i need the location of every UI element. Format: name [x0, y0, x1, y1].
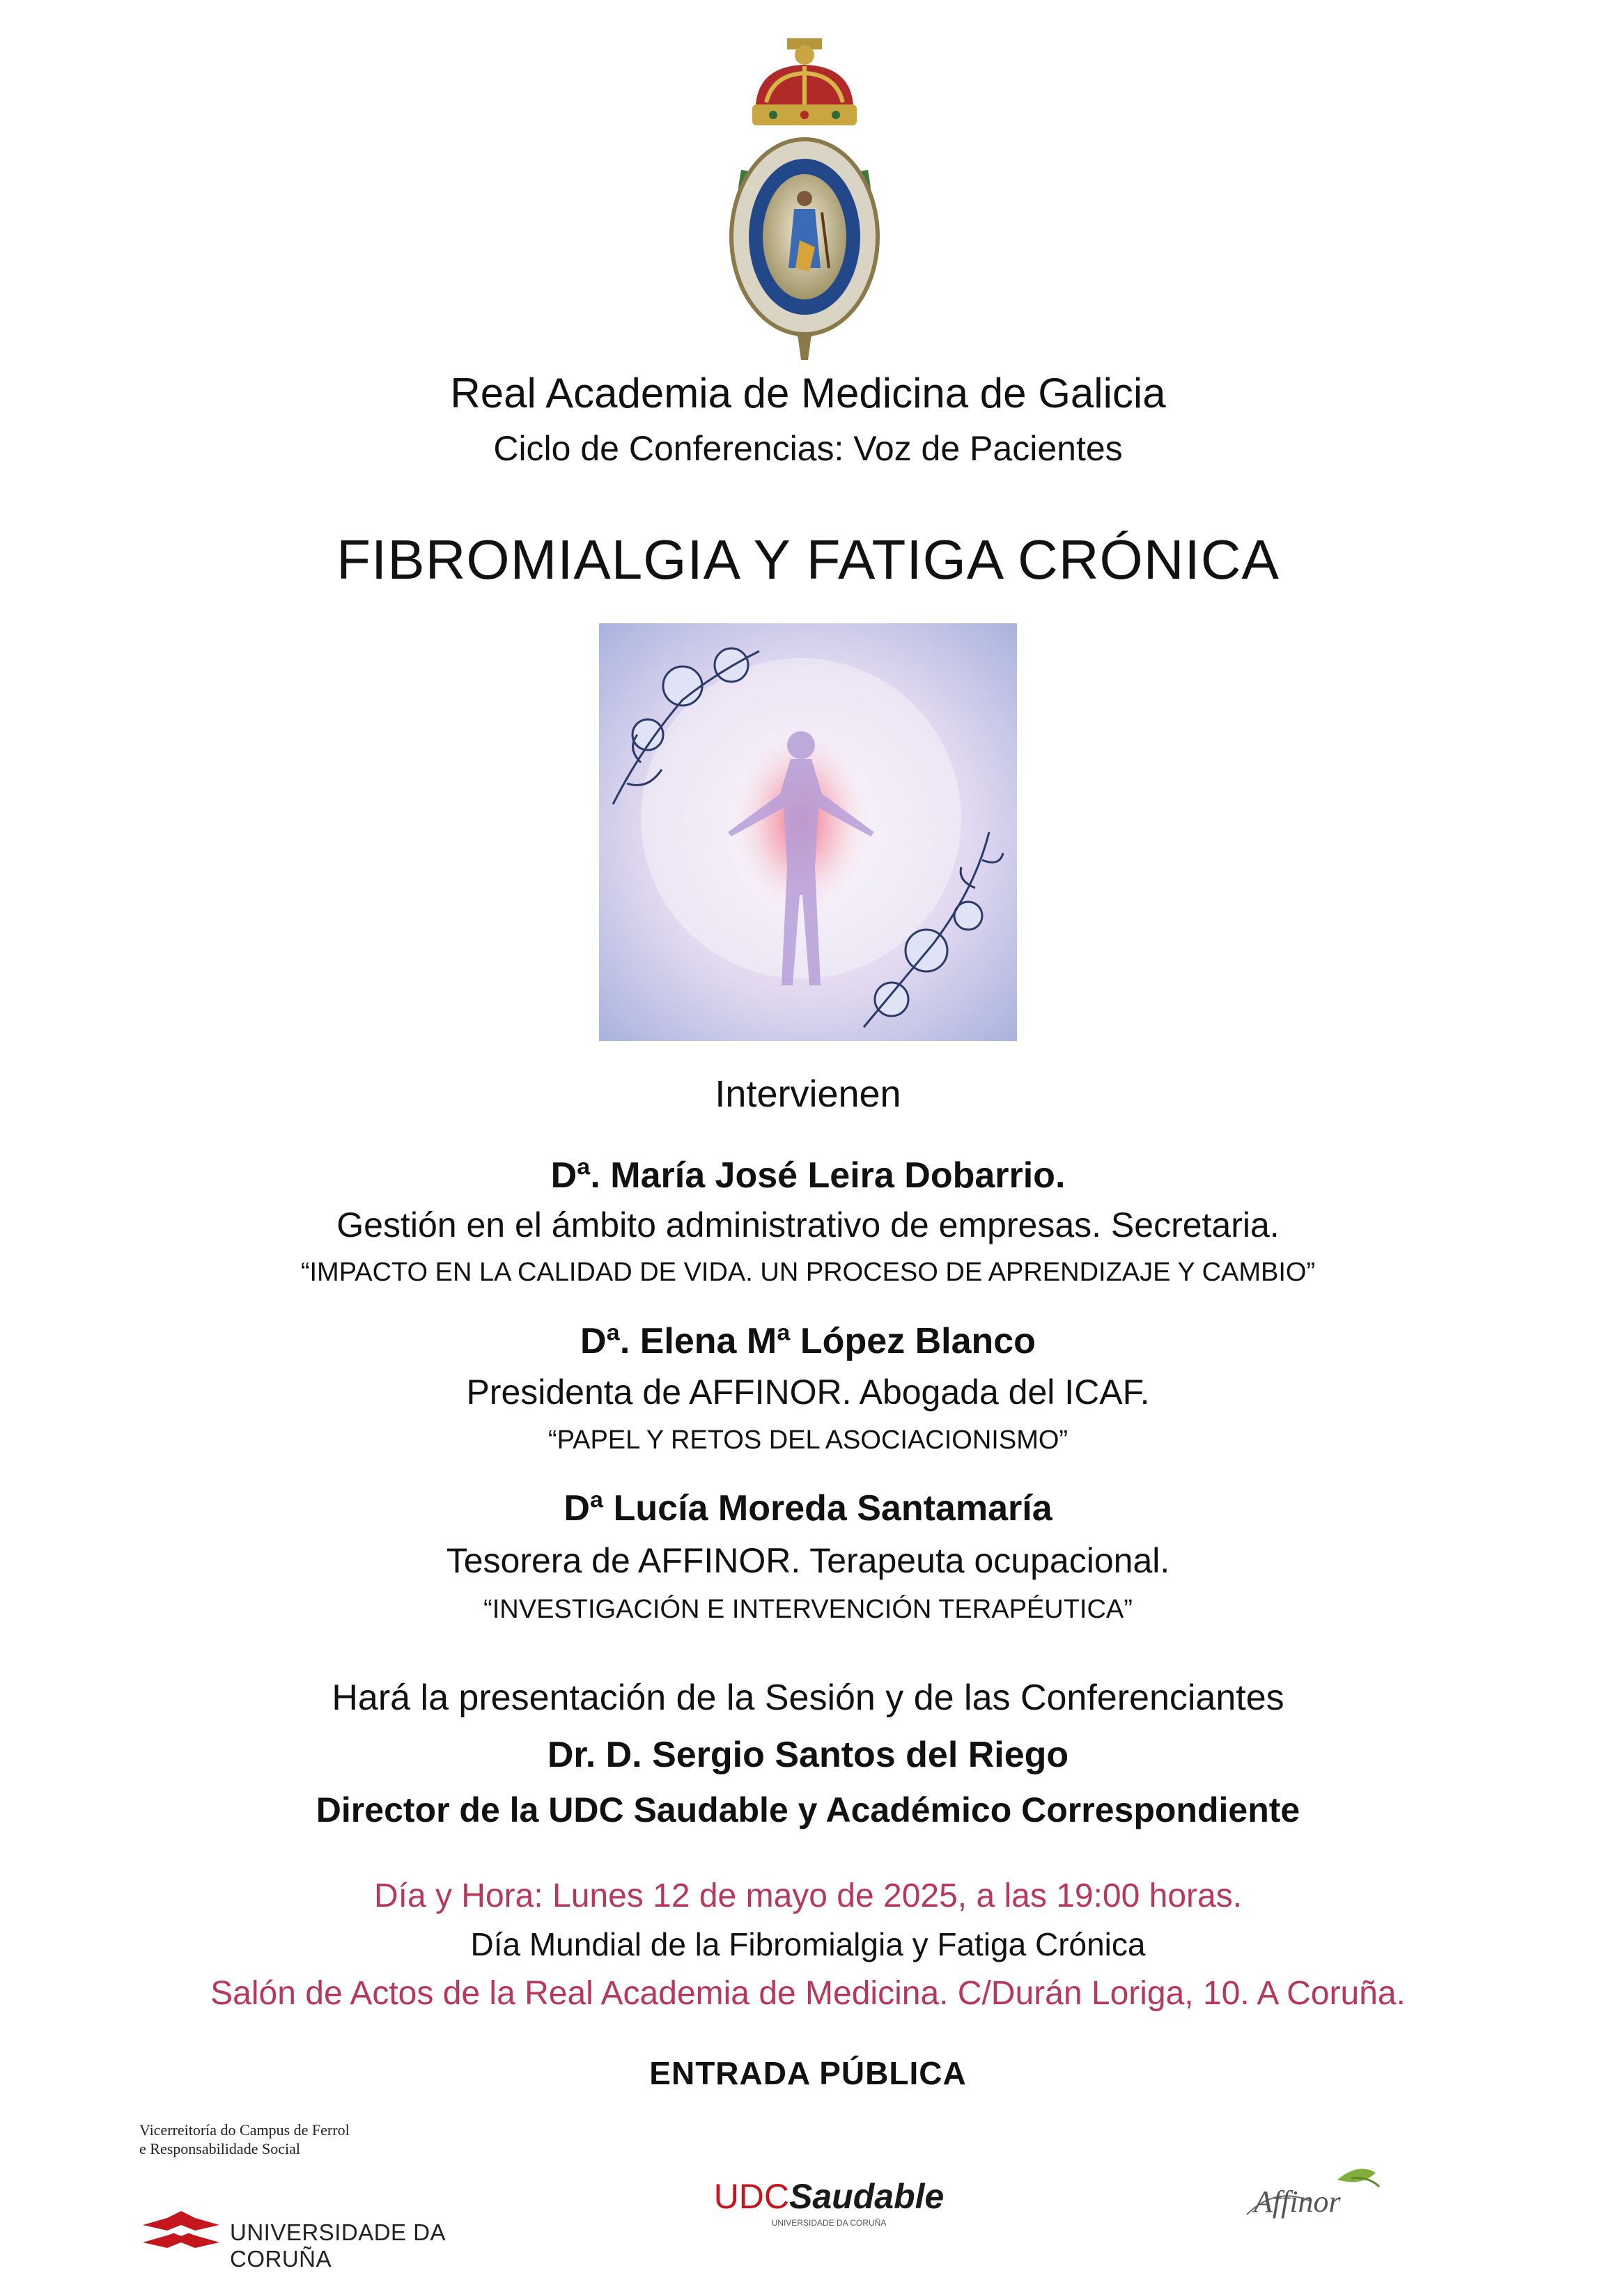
presenter-name: Dr. D. Sergio Santos del Riego — [547, 1735, 1069, 1775]
event-datetime: Día y Hora: Lunes 12 de mayo de 2025, a las 19:00 horas. — [373, 1877, 1243, 1914]
speaker-2-name: Dª. Elena Mª López Blanco — [580, 1321, 1036, 1361]
speaker-1-talk: “IMPACTO EN LA CALIDAD DE VIDA. UN PROCESO DE APRENDIZAJE Y CAMBIO” — [300, 1258, 1316, 1287]
hero-illustration — [599, 623, 1017, 1041]
speaker-3-talk: “INVESTIGACIÓN E INTERVENCIÓN TERAPÉUTICA” — [483, 1595, 1133, 1624]
speaker-3-name: Dª Lucía Moreda Santamaría — [564, 1488, 1052, 1529]
speaker-1-name: Dª. María José Leira Dobarrio. — [550, 1155, 1066, 1196]
speaker-1-role: Gestión en el ámbito administrativo de empresas. Secretaria. — [336, 1205, 1280, 1244]
vice-rectorate-line1: Vicerreitoría do Campus de Ferrol — [139, 2121, 350, 2139]
event-venue: Salón de Actos de la Real Academia de Medicina. C/Durán Loriga, 10. A Coruña. — [210, 1975, 1406, 2012]
page-title: FIBROMIALGIA Y FATIGA CRÓNICA — [336, 529, 1280, 591]
vice-rectorate-line2: e Responsabilidade Social — [139, 2140, 300, 2157]
speaker-3-role: Tesorera de AFFINOR. Terapeuta ocupacional. — [446, 1541, 1170, 1580]
udc-name: UNIVERSIDADE DA CORUÑA — [230, 2219, 445, 2272]
vice-rectorate — [139, 2121, 350, 2158]
conference-cycle: Ciclo de Conferencias: Voz de Pacientes — [493, 429, 1123, 468]
speaker-2-role: Presidenta de AFFINOR. Abogada del ICAF. — [466, 1373, 1150, 1412]
udc-logo — [139, 2204, 474, 2272]
presentation-intro: Hará la presentación de la Sesión y de las Conferenciantes — [332, 1678, 1284, 1718]
saudable-prefix: UDC — [713, 2177, 790, 2216]
speaker-2-talk: “PAPEL Y RETOS DEL ASOCIACIONISMO” — [547, 1426, 1069, 1455]
saudable-subtitle: UNIVERSIDADE DA CORUÑA — [771, 2218, 887, 2228]
entry-notice: ENTRADA PÚBLICA — [649, 2055, 967, 2091]
academy-name: Real Academia de Medicina de Galicia — [450, 370, 1166, 416]
presenter-role: Director de la UDC Saudable y Académico Correspondiente — [316, 1790, 1300, 1829]
udc-saudable-logo — [704, 2176, 954, 2253]
speakers-heading: Intervienen — [715, 1073, 901, 1115]
affinor-name: Affinor — [1254, 2185, 1341, 2219]
academy-crest-icon — [717, 38, 892, 366]
event-world-day: Día Mundial de la Fibromialgia y Fatiga Crónica — [470, 1926, 1146, 1962]
udc-emblem-icon — [139, 2204, 223, 2260]
affinor-logo — [1233, 2159, 1393, 2249]
saudable-suffix: Saudable — [789, 2177, 945, 2216]
